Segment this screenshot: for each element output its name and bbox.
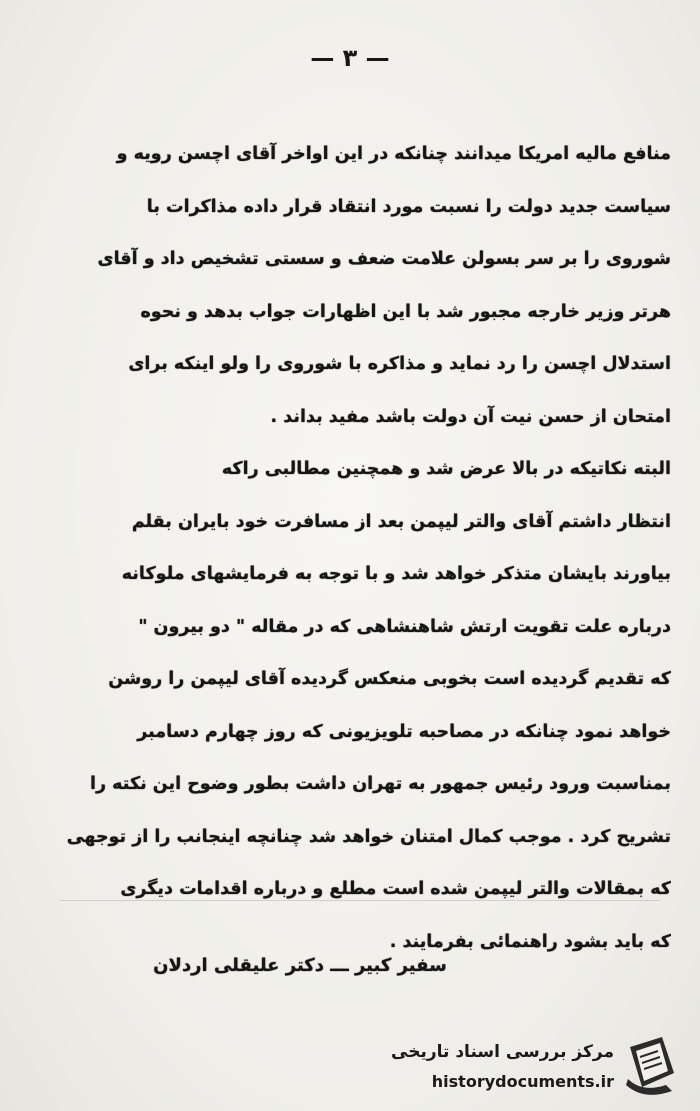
text-line: سیاست جدید دولت را نسبت مورد انتقاد قرار داده مذاکرات با [146,196,671,217]
text-line: منافع مالیه امریکا میدانند چنانکه در این اواخر آقای اچسن رویه و [116,144,671,164]
text-line: تشریح کرد . موجب کمال امتنان خواهد شد چنانچه اینجانب را از توجهی [66,826,671,847]
text-line: هرتر وزیر خارجه مجبور شد با این اظهارات جواب بدهد و نحوه [140,301,671,322]
page-number: — ۳ — [310,44,390,72]
text-line: درباره علت تقویت ارتش شاهنشاهی که در مقاله " دو بیرون " [138,616,671,637]
text-line: خواهد نمود چنانکه در مصاحبه تلویزیونی که روز چهارم دسامبر [137,721,671,742]
scan-artifact-line [60,900,660,901]
text-line: استدلال اچسن را رد نماید و مذاکره با شوروی را ولو اینکه برای [128,354,671,374]
signature-line: سفیر کبیر ـــ دکتر علیقلی اردلان [153,955,447,976]
document-scroll-logo-icon [622,1033,680,1095]
text-line: البته نکاتیکه در بالا عرض شد و همچنین مطالبی راکه [221,459,671,479]
watermark [386,1027,686,1105]
text-line: که بمقالات والتر لیپمن شده است مطلع و درباره اقدامات دیگری [120,879,671,899]
watermark-title: مرکز بررسی اسناد تاریخی [391,1042,614,1062]
text-line: امتحان از حسن نیت آن دولت باشد مفید بداند . [270,406,671,427]
watermark-url: historydocuments.ir [431,1072,614,1091]
text-line: شوروی را بر سر بسولن علامت ضعف و سستی تشخیص داد و آقای [97,249,671,269]
text-line: بیاورند بایشان متذکر خواهد شد و با توجه به فرمایشهای ملوکانه [121,564,671,584]
text-line: که تقدیم گردیده است بخوبی منعکس گردیده آقای لیپمن را روشن [108,669,671,689]
text-line: انتظار داشتم آقای والتر لیپمن بعد از مسافرت خود بایران بقلم [131,511,671,532]
text-line: که باید بشود راهنمائی بفرمایند . [389,931,671,952]
document-body [66,128,671,968]
text-line: بمناسبت ورود رئیس جمهور به تهران داشت بطور وضوح این نکته را [90,774,671,794]
